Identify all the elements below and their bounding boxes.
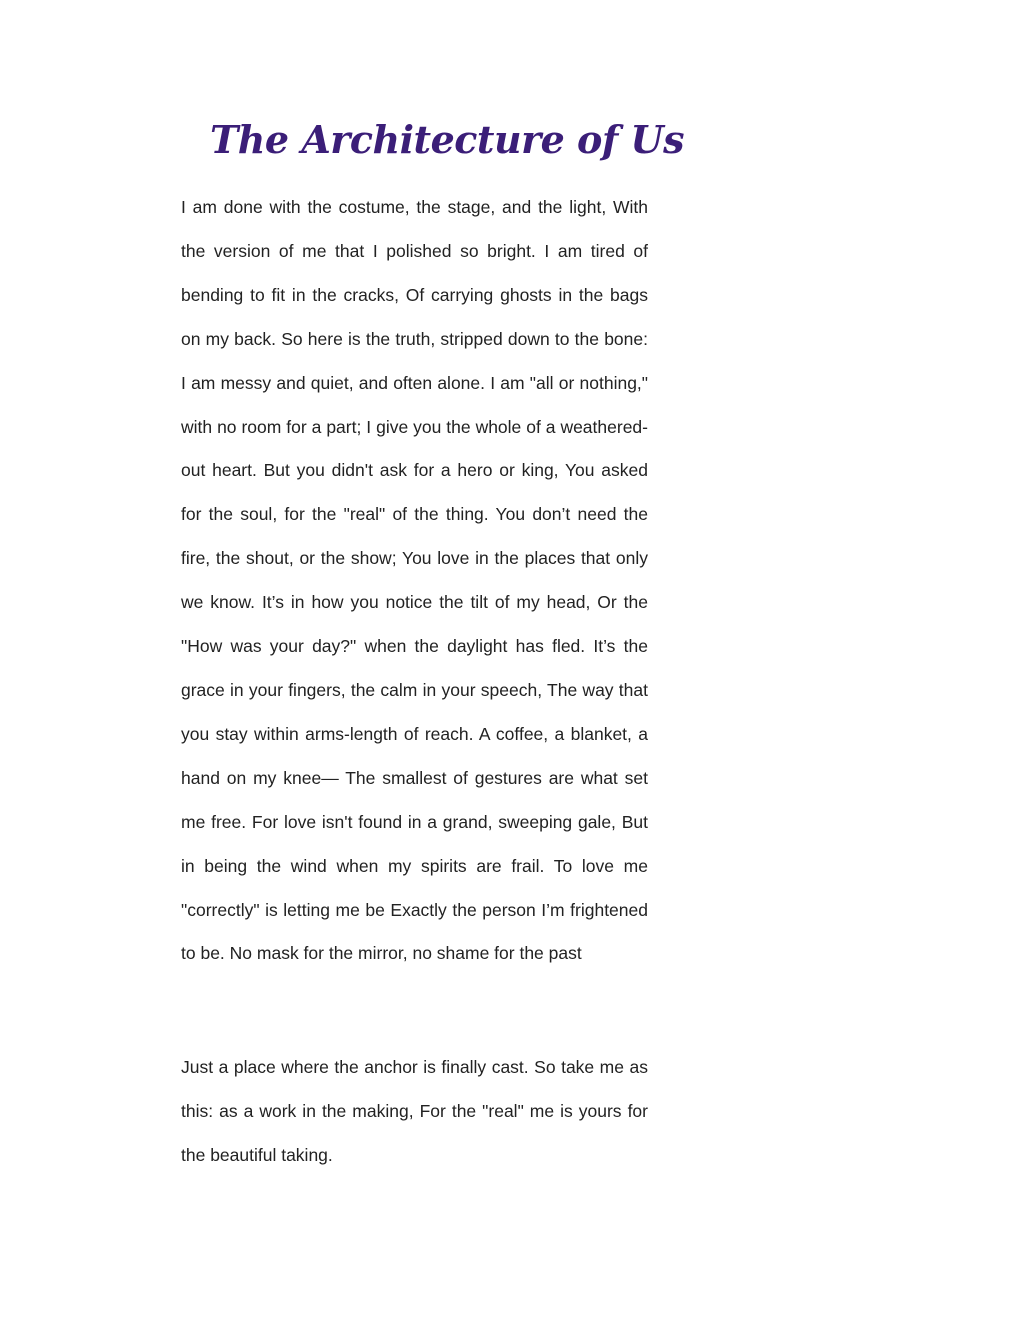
poem-paragraph-1: I am done with the costume, the stage, and the light, With the version of me that I polished so bright. I am tired of bending to fit in the cracks, Of carrying ghosts in the bags on my back. So here is the truth, stripped down to the bone: I am messy and quiet, and often alone. I am "all or nothing," with no room for a part; I give you the whole of a weathered-out heart. But you didn't ask for a hero or king, You asked for the soul, for the "real" of the thing. You don’t need the fire, the shout, or the show; You love in the places that only we know. It’s in how you notice the tilt of my head, Or the "How was your day?" when the daylight has fled. It’s the grace in your fingers, the calm in your speech, The way that you stay within arms-length of reach. A coffee, a blanket, a hand on my knee— The smallest of gestures are what set me free. For love isn't found in a grand, sweeping gale, But in being the wind when my spirits are frail. To love me "correctly" is letting me be Exactly the person I’m frightened to be. No mask for the mirror, no shame for the past (181, 197, 648, 964)
poem-title: The Architecture of Us (210, 117, 684, 162)
poem-paragraph-2: Just a place where the anchor is finally cast. So take me as this: as a work in the making, For the "real" me is yours for the beautiful taking. (181, 1057, 648, 1165)
